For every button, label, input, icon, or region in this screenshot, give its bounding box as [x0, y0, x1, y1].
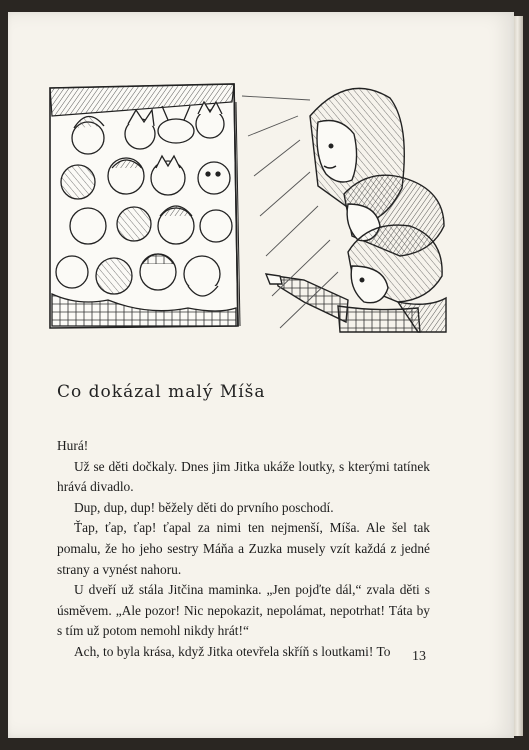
paragraph: Už se děti dočkaly. Dnes jim Jitka ukáže loutky, s kterými tatínek hrává divadlo. — [57, 458, 430, 495]
puppets-illustration — [48, 76, 450, 334]
chapter-title: Co dokázal malý Míša — [57, 382, 266, 402]
paragraph: Ach, to byla krása, když Jitka otevřela skříň s loutkami! To — [74, 643, 391, 659]
page-number: 13 — [412, 649, 426, 664]
paragraph: Hurá! — [57, 438, 89, 453]
page-edge — [514, 16, 523, 736]
children — [266, 88, 446, 332]
paragraph: Ťap, ťap, ťap! ťapal za nimi ten nejmenší, Míša. Ale šel tak pomalu, že ho jeho sestry Máňa a Zuzka musely vzít každá z jedné strany a vynést nahoru. — [57, 520, 430, 577]
paragraph: U dveří už stála Jitčina maminka. „Jen pojďte dál,“ zvala děti s úsměvem. „Ale pozor! Nic nepokazit, nepolámat, nepotrhat! Táta by s tím už potom nemohl nikdy hrát!“ — [57, 582, 430, 639]
paragraph: Dup, dup, dup! běžely děti do prvního poschodí. — [74, 499, 334, 515]
children-looking-at-puppets-icon — [48, 76, 450, 334]
body-text — [57, 436, 430, 663]
